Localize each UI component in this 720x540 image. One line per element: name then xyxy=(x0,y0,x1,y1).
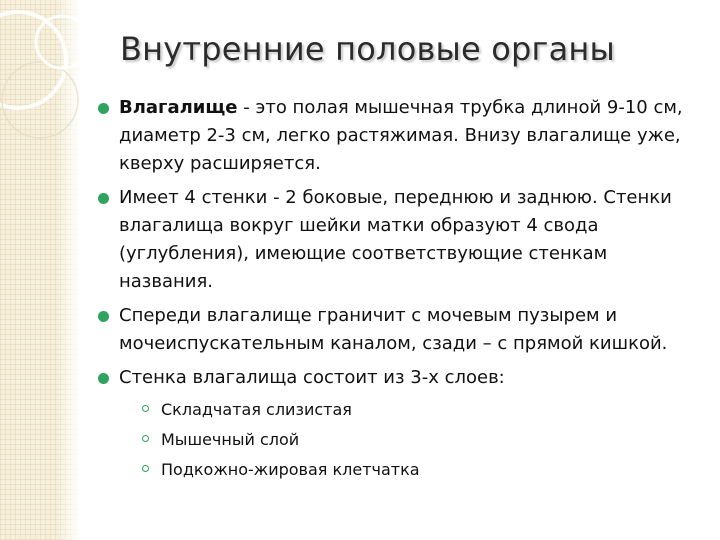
sub-bullet-item xyxy=(119,395,698,425)
bullet-dot-icon xyxy=(98,103,109,114)
sub-bullet-text: Мышечный слой xyxy=(161,430,300,449)
sub-bullet-circle-icon xyxy=(142,465,149,472)
bullet-text: Имеет 4 стенки - 2 боковые, переднюю и заднюю. Стенки влагалища вокруг шейки матки образуют 4 свода (углубления), имеющие соответствующие стенкам названия. xyxy=(119,187,672,292)
slide-content xyxy=(98,94,698,491)
slide-title: Внутренние половые органы xyxy=(120,30,615,68)
bullet-dot-icon xyxy=(98,193,109,204)
bullet-item xyxy=(98,184,698,296)
sub-bullet-item xyxy=(119,455,698,485)
bullet-text: Спереди влагалище граничит с мочевым пузырем и мочеиспускательным каналом, сзади – с прямой кишкой. xyxy=(119,305,668,354)
sub-bullet-text: Подкожно-жировая клетчатка xyxy=(161,460,420,479)
sub-bullet-circle-icon xyxy=(142,435,149,442)
sub-bullet-text: Складчатая слизистая xyxy=(161,400,352,419)
bullet-term: Влагалище xyxy=(119,97,238,118)
bullet-item xyxy=(98,94,698,178)
bullet-item xyxy=(98,302,698,358)
bullet-text: Стенка влагалища состоит из 3-х слоев: xyxy=(119,367,505,388)
sub-bullet-item xyxy=(119,425,698,455)
bullet-list xyxy=(98,94,698,485)
bullet-text: - это полая мышечная трубка длиной 9-10 см, диаметр 2-3 см, легко растяжимая. Внизу влагалище уже, кверху расширяется. xyxy=(119,97,683,174)
bullet-dot-icon xyxy=(98,373,109,384)
bullet-item xyxy=(98,364,698,485)
sub-bullet-circle-icon xyxy=(142,405,149,412)
bullet-dot-icon xyxy=(98,311,109,322)
sub-bullet-list xyxy=(119,395,698,485)
